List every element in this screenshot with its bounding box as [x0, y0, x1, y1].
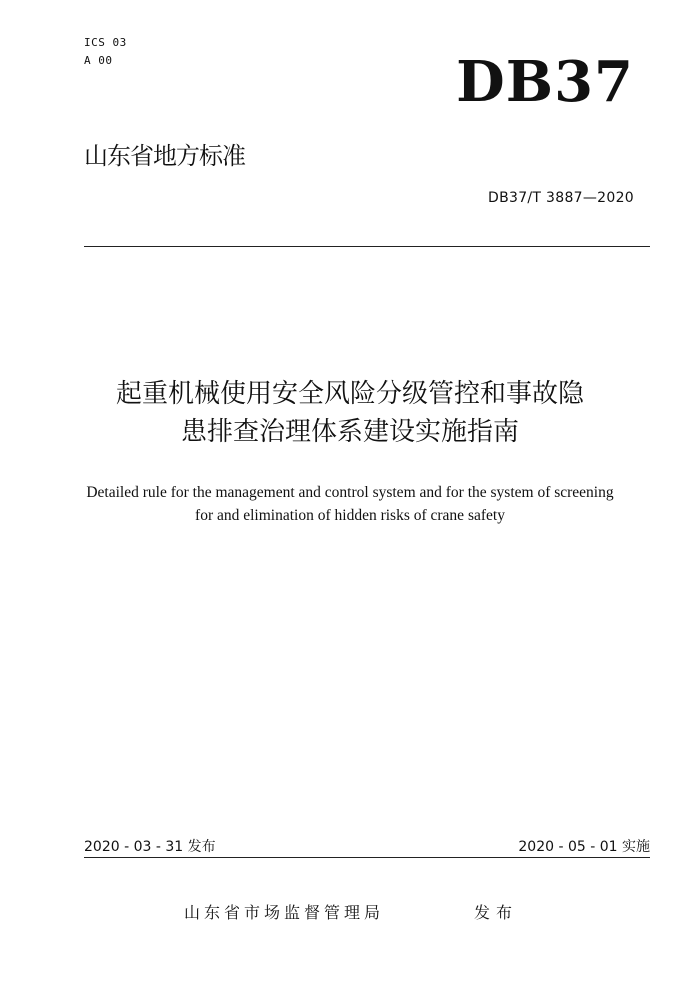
bottom-divider	[84, 857, 650, 858]
ics-code: ICS 03	[84, 36, 127, 49]
standard-number: DB37/T 3887—2020	[488, 190, 634, 206]
issue-date: 2020 - 03 - 31 发布	[84, 839, 216, 855]
standard-logo: DB37	[456, 49, 634, 115]
standard-type: 山东省地方标准	[84, 142, 245, 170]
title-zh-line1: 起重机械使用安全风险分级管控和事故隐	[115, 379, 584, 409]
implementation-date: 2020 - 05 - 01 实施	[518, 839, 650, 855]
title-en-line2: for and elimination of hidden risks of crane safety	[195, 507, 505, 524]
top-divider	[84, 246, 650, 247]
issuing-authority: 山东省市场监督管理局	[184, 903, 385, 922]
ccs-code: A 00	[84, 54, 113, 67]
title-en-line1: Detailed rule for the management and control system and for the system of screening	[86, 484, 614, 501]
issue-label: 发布	[474, 903, 519, 922]
title-zh-line2: 患排查治理体系建设实施指南	[180, 417, 519, 447]
